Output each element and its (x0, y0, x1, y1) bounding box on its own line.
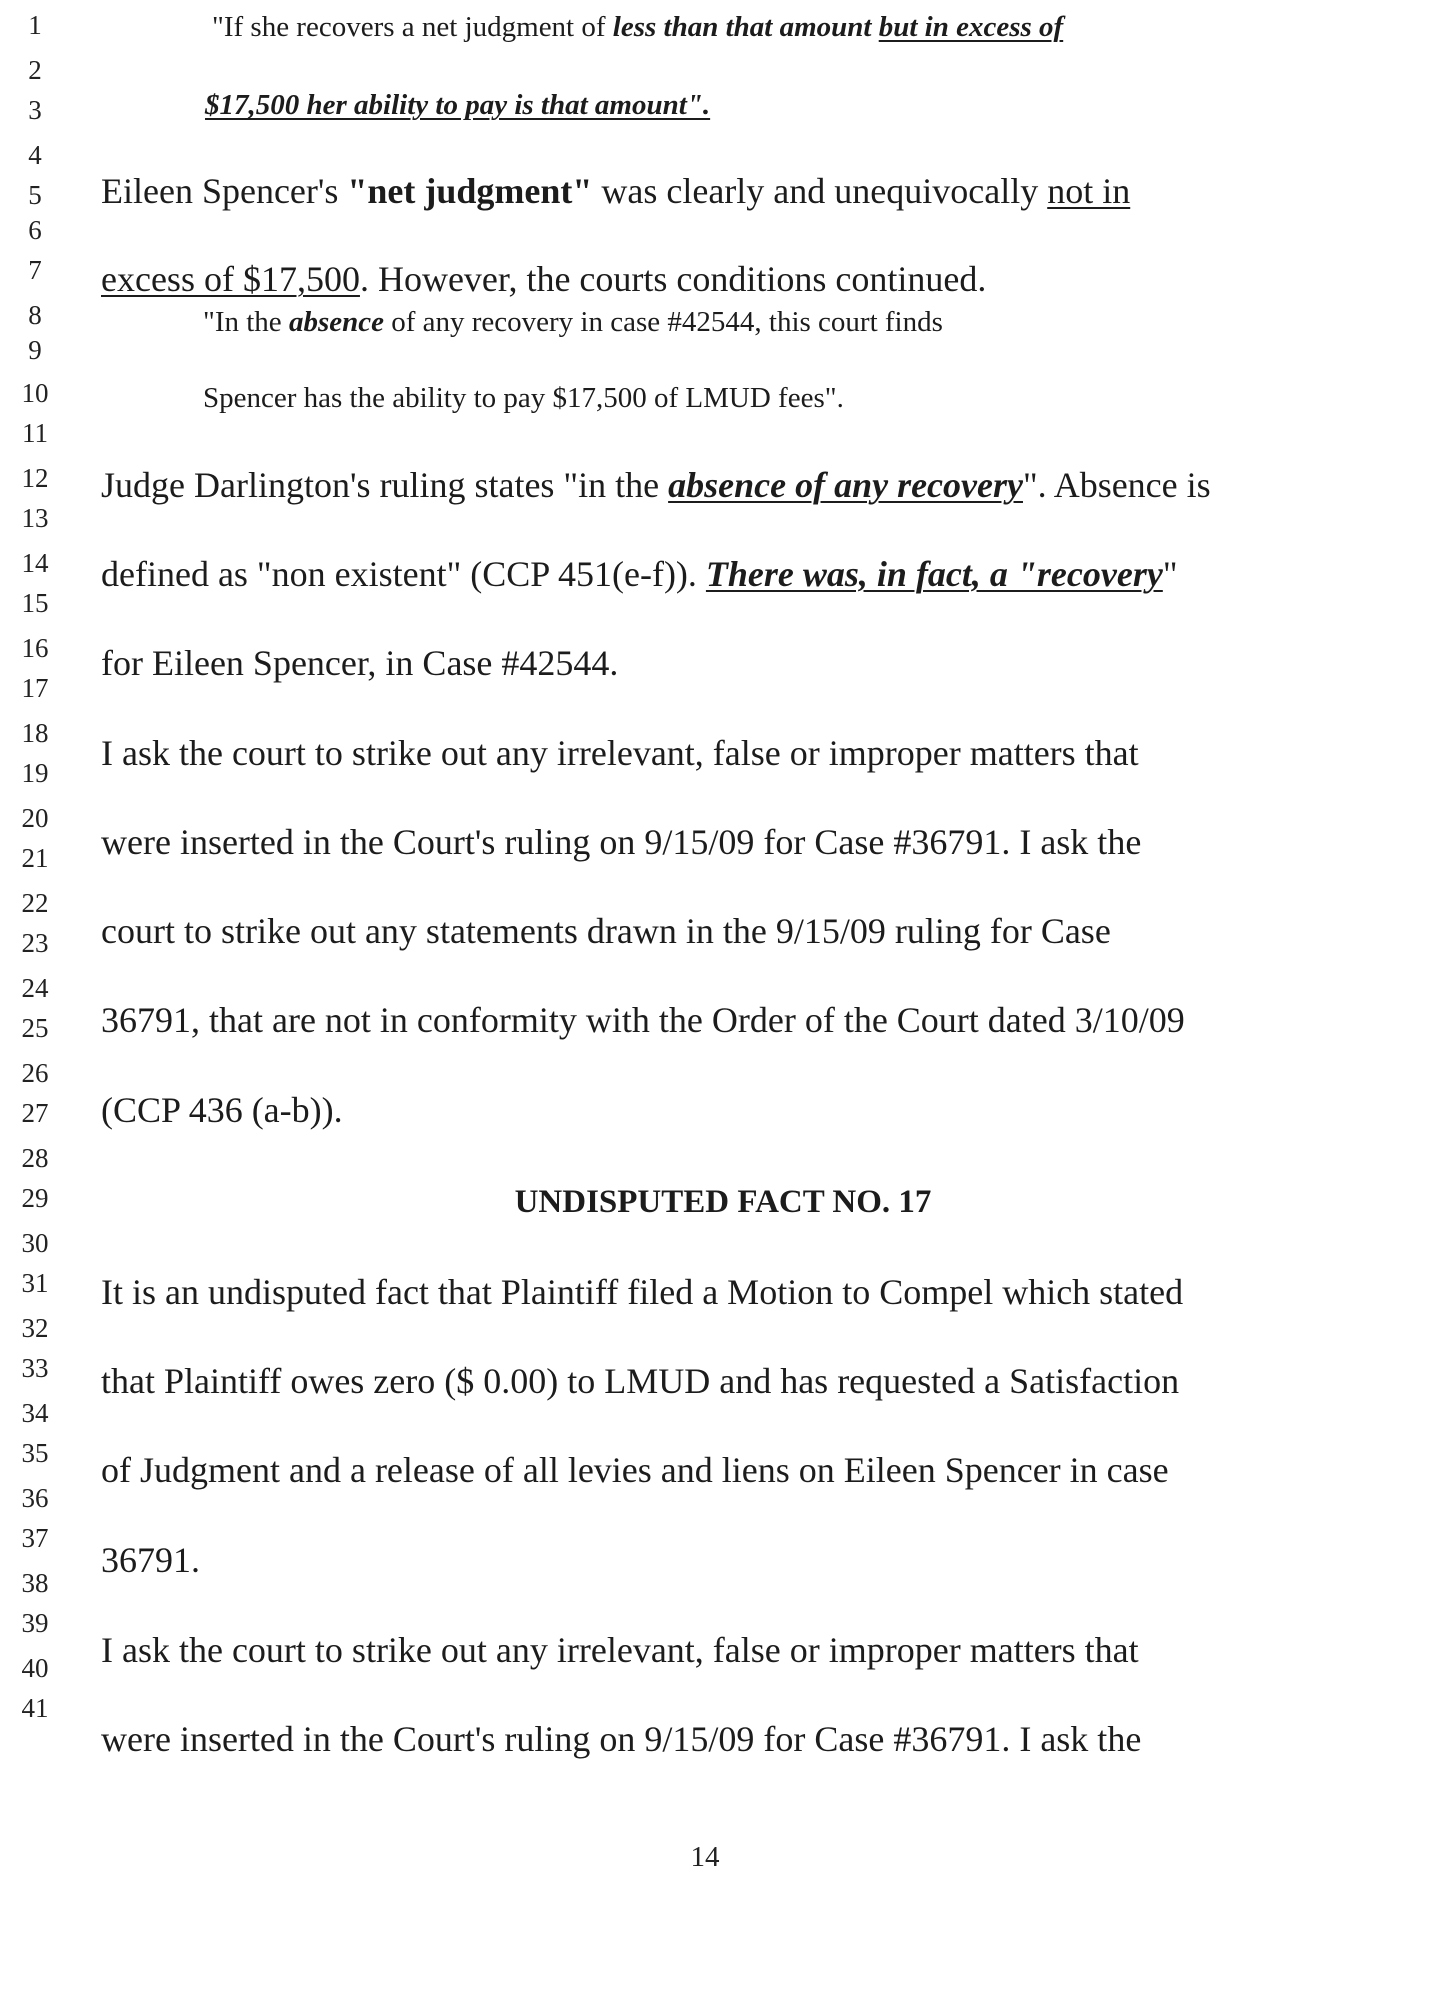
line-number: 4 (28, 140, 42, 170)
line-number: 27 (21, 1098, 49, 1128)
paragraph-line-22: court to strike out any statements drawn in the 9/15/09 ruling for Case (101, 911, 1111, 951)
quote-text: Spencer has the ability to pay $17,500 of LMUD fees". (203, 382, 844, 414)
line-number: 35 (21, 1438, 49, 1468)
underlined-text: excess of $17,500 (101, 259, 360, 299)
line-number: 25 (21, 1013, 49, 1043)
text: Eileen Spencer's (101, 171, 348, 211)
paragraph-line-7 (101, 259, 986, 299)
line-number: 28 (21, 1143, 49, 1173)
emphasis-underlined: absence of any recovery (668, 465, 1023, 505)
line-number: 22 (21, 888, 49, 918)
paragraph-line-16: for Eileen Spencer, in Case #42544. (101, 643, 619, 683)
line-number: 20 (21, 803, 49, 833)
paragraph-line-18: I ask the court to strike out any irrelevant, false or improper matters that (101, 733, 1139, 773)
line-number: 11 (22, 418, 48, 448)
emphasis-underlined: There was, in fact, a "recovery (705, 554, 1163, 594)
line-number: 39 (21, 1608, 49, 1638)
paragraph-line-14 (101, 554, 1178, 594)
line-number: 26 (21, 1058, 49, 1088)
paragraph-line-24: 36791, that are not in conformity with the Order of the Court dated 3/10/09 (101, 1000, 1185, 1040)
line-number: 14 (21, 548, 49, 578)
line-number: 41 (21, 1693, 49, 1723)
line-number: 18 (21, 718, 49, 748)
quote-emphasis: less than that amount (612, 11, 872, 43)
line-number: 1 (28, 10, 42, 40)
paragraph-line-38: I ask the court to strike out any irrelevant, false or improper matters that (101, 1630, 1139, 1670)
line-number: 19 (21, 758, 49, 788)
line-number: 17 (21, 673, 49, 703)
text: defined as "non existent" (CCP 451(e-f)). (101, 554, 706, 594)
line-number: 9 (28, 335, 42, 365)
line-number: 37 (21, 1523, 49, 1553)
quote-text: of any recovery in case #42544, this court finds (383, 306, 943, 338)
bold-term: "net judgment" (347, 171, 593, 211)
underlined-text: not in (1047, 171, 1131, 211)
line-number: 12 (21, 463, 49, 493)
paragraph-line-40: were inserted in the Court's ruling on 9/15/09 for Case #36791. I ask the (101, 1719, 1142, 1759)
quote-line-3 (205, 88, 710, 122)
paragraph-line-36: 36791. (101, 1540, 200, 1580)
line-number: 34 (21, 1398, 49, 1428)
quote-text: "If she recovers a net judgment of (212, 11, 613, 43)
section-heading: UNDISPUTED FACT NO. 17 (514, 1184, 932, 1220)
paragraph-line-12 (101, 465, 1211, 505)
paragraph-line-30: It is an undisputed fact that Plaintiff filed a Motion to Compel which stated (101, 1272, 1184, 1312)
line-number: 16 (21, 633, 49, 663)
quote-line-8 (203, 305, 943, 339)
quote-emphasis: absence (288, 306, 384, 338)
line-number: 15 (21, 588, 49, 618)
line-number: 23 (21, 928, 49, 958)
text: . However, the courts conditions continued. (359, 259, 987, 299)
line-number: 8 (28, 300, 42, 330)
line-number: 21 (21, 843, 49, 873)
line-number: 40 (21, 1653, 49, 1683)
text: ". Absence is (1022, 465, 1211, 505)
quote-line-1 (212, 10, 1063, 44)
line-number: 38 (21, 1568, 49, 1598)
page-number: 14 (690, 1841, 720, 1873)
quote-emphasis-underlined: but in excess of (878, 11, 1064, 43)
quote-line-10 (203, 381, 844, 415)
paragraph-line-34: of Judgment and a release of all levies and liens on Eileen Spencer in case (101, 1450, 1169, 1490)
line-number: 5 (28, 180, 42, 210)
line-number: 36 (21, 1483, 49, 1513)
line-number: 6 (28, 215, 42, 245)
space (871, 11, 878, 43)
line-number: 24 (21, 973, 49, 1003)
paragraph-line-20: were inserted in the Court's ruling on 9/15/09 for Case #36791. I ask the (101, 822, 1142, 862)
line-number: 32 (21, 1313, 49, 1343)
line-number: 29 (21, 1183, 49, 1213)
line-number: 10 (21, 378, 49, 408)
line-number: 31 (21, 1268, 49, 1298)
paragraph-line-5 (101, 171, 1130, 211)
line-number: 33 (21, 1353, 49, 1383)
paragraph-line-26: (CCP 436 (a-b)). (101, 1090, 343, 1130)
text: Judge Darlington's ruling states "in the (101, 465, 669, 505)
line-number: 3 (28, 95, 42, 125)
line-number: 13 (21, 503, 49, 533)
text: " (1162, 554, 1178, 594)
line-number: 7 (28, 255, 42, 285)
quote-text: "In the (203, 306, 289, 338)
text: was clearly and unequivocally (592, 171, 1048, 211)
paragraph-line-32: that Plaintiff owes zero ($ 0.00) to LMUD and has requested a Satisfaction (101, 1361, 1180, 1401)
line-number: 2 (28, 55, 42, 85)
quote-emphasis-underlined: $17,500 her ability to pay is that amount". (205, 89, 711, 121)
line-number: 30 (21, 1228, 49, 1258)
